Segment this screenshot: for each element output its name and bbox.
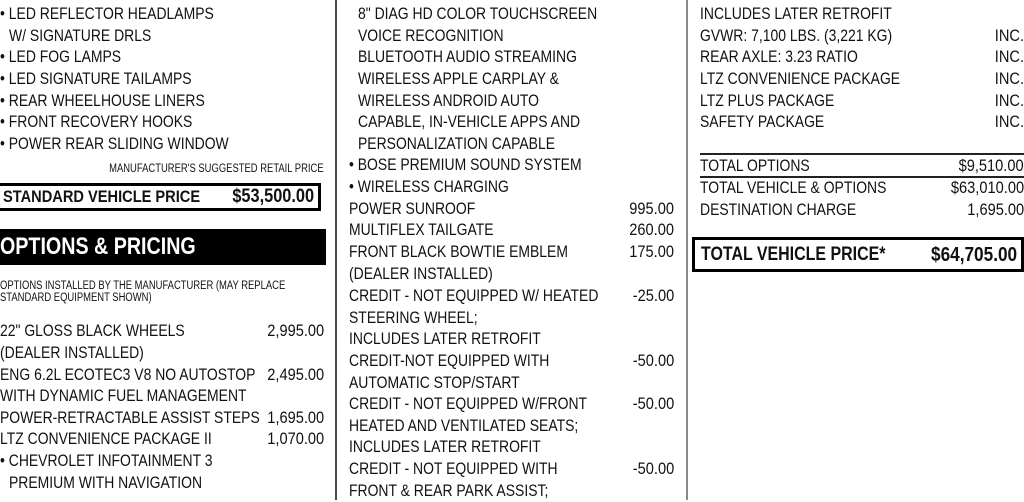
bullet-icon: •	[0, 69, 9, 88]
equipment-item: • FRONT RECOVERY HOOKS	[0, 112, 193, 131]
option-item: AUTOMATIC STOP/START	[349, 373, 520, 392]
option-item: INCLUDES LATER RETROFIT	[700, 4, 892, 23]
summary-value: 1,695.00	[967, 200, 1024, 219]
option-item: CAPABLE, IN-VEHICLE APPS AND	[358, 112, 581, 131]
option-price: INC.	[994, 91, 1024, 110]
option-price: INC.	[994, 47, 1024, 66]
bullet-icon: •	[0, 134, 9, 153]
option-item: • BOSE PREMIUM SOUND SYSTEM	[349, 155, 582, 174]
options-pricing-header: OPTIONS & PRICING	[0, 229, 326, 265]
option-price: INC.	[994, 112, 1024, 131]
option-item: INCLUDES LATER RETROFIT	[349, 329, 541, 348]
option-item: WIRELESS ANDROID AUTO	[358, 91, 540, 110]
equipment-item: • LED FOG LAMPS	[0, 47, 122, 66]
standard-vehicle-price-label: STANDARD VEHICLE PRICE	[3, 187, 201, 206]
option-item: ENG 6.2L ECOTEC3 V8 NO AUTOSTOP	[0, 365, 256, 384]
option-price: 1,070.00	[267, 429, 324, 448]
option-item: SAFETY PACKAGE	[700, 112, 825, 131]
option-price: 995.00	[629, 199, 674, 218]
bullet-icon: •	[0, 112, 9, 131]
option-price: 260.00	[629, 220, 674, 239]
summary-label: TOTAL OPTIONS	[700, 156, 810, 175]
option-item: LTZ CONVENIENCE PACKAGE II	[0, 429, 212, 448]
option-item: WITH DYNAMIC FUEL MANAGEMENT	[0, 386, 247, 405]
option-item: REAR AXLE: 3.23 RATIO	[700, 47, 858, 66]
equipment-item: W/ SIGNATURE DRLS	[9, 26, 152, 45]
option-item: BLUETOOTH AUDIO STREAMING	[358, 47, 577, 66]
standard-vehicle-price-value: $53,500.00	[232, 186, 314, 207]
option-item: LTZ CONVENIENCE PACKAGE	[700, 69, 901, 88]
option-price: 175.00	[629, 242, 674, 261]
bullet-icon: •	[0, 4, 9, 23]
option-item: WIRELESS APPLE CARPLAY &	[358, 69, 559, 88]
summary-value: $9,510.00	[958, 156, 1024, 175]
summary-label: DESTINATION CHARGE	[700, 200, 857, 219]
option-item: • CHEVROLET INFOTAINMENT 3	[0, 451, 213, 470]
option-item: PERSONALIZATION CAPABLE	[358, 134, 556, 153]
option-item: CREDIT - NOT EQUIPPED W/FRONT	[349, 394, 588, 413]
equipment-item: • LED REFLECTOR HEADLAMPS	[0, 4, 214, 23]
total-vehicle-price-box	[692, 237, 1024, 272]
option-item: (DEALER INSTALLED)	[349, 264, 493, 283]
option-price: -25.00	[632, 286, 674, 305]
option-item: 8" DIAG HD COLOR TOUCHSCREEN	[358, 4, 598, 23]
option-item: INCLUDES LATER RETROFIT	[349, 437, 541, 456]
option-item: GVWR: 7,100 LBS. (3,221 KG)	[700, 26, 893, 45]
option-price: INC.	[994, 69, 1024, 88]
option-item: PREMIUM WITH NAVIGATION	[9, 473, 203, 492]
option-item: 22" GLOSS BLACK WHEELS	[0, 321, 185, 340]
option-item: LTZ PLUS PACKAGE	[700, 91, 835, 110]
bullet-icon: •	[0, 47, 9, 66]
total-vehicle-price-value: $64,705.00	[930, 244, 1017, 266]
option-price: -50.00	[632, 394, 674, 413]
option-price: INC.	[994, 26, 1024, 45]
option-item: FRONT & REAR PARK ASSIST;	[349, 481, 549, 500]
option-item: CREDIT - NOT EQUIPPED W/ HEATED	[349, 286, 599, 305]
options-note: STANDARD EQUIPMENT SHOWN)	[0, 292, 152, 304]
column-options-continued	[337, 0, 687, 500]
summary-value: $63,010.00	[950, 178, 1024, 197]
option-item: CREDIT-NOT EQUIPPED WITH	[349, 351, 550, 370]
options-note: OPTIONS INSTALLED BY THE MANUFACTURER (MAY REPLACE	[0, 280, 286, 292]
standard-vehicle-price-box	[0, 183, 321, 211]
summary-label: TOTAL VEHICLE & OPTIONS	[700, 178, 887, 197]
equipment-item: • REAR WHEELHOUSE LINERS	[0, 91, 205, 110]
option-item: (DEALER INSTALLED)	[0, 343, 144, 362]
equipment-item: • POWER REAR SLIDING WINDOW	[0, 134, 229, 153]
option-item: VOICE RECOGNITION	[358, 26, 504, 45]
total-vehicle-price-label: TOTAL VEHICLE PRICE*	[701, 244, 886, 265]
option-item: HEATED AND VENTILATED SEATS;	[349, 416, 579, 435]
option-item: POWER SUNROOF	[349, 199, 476, 218]
option-price: 2,495.00	[267, 365, 324, 384]
option-item: STEERING WHEEL;	[349, 308, 478, 327]
option-item: CREDIT - NOT EQUIPPED WITH	[349, 459, 558, 478]
option-item: POWER-RETRACTABLE ASSIST STEPS	[0, 408, 260, 427]
column-standard-equipment-and-options	[0, 0, 336, 500]
bullet-icon: •	[0, 91, 9, 110]
option-item: MULTIFLEX TAILGATE	[349, 220, 494, 239]
option-price: 1,695.00	[267, 408, 324, 427]
msrp-label: MANUFACTURER'S SUGGESTED RETAIL PRICE	[109, 163, 324, 175]
option-item: FRONT BLACK BOWTIE EMBLEM	[349, 242, 568, 261]
equipment-item: • LED SIGNATURE TAILAMPS	[0, 69, 192, 88]
option-price: 2,995.00	[267, 321, 324, 340]
option-item: • WIRELESS CHARGING	[349, 177, 509, 196]
option-price: -50.00	[632, 351, 674, 370]
option-price: -50.00	[632, 459, 674, 478]
